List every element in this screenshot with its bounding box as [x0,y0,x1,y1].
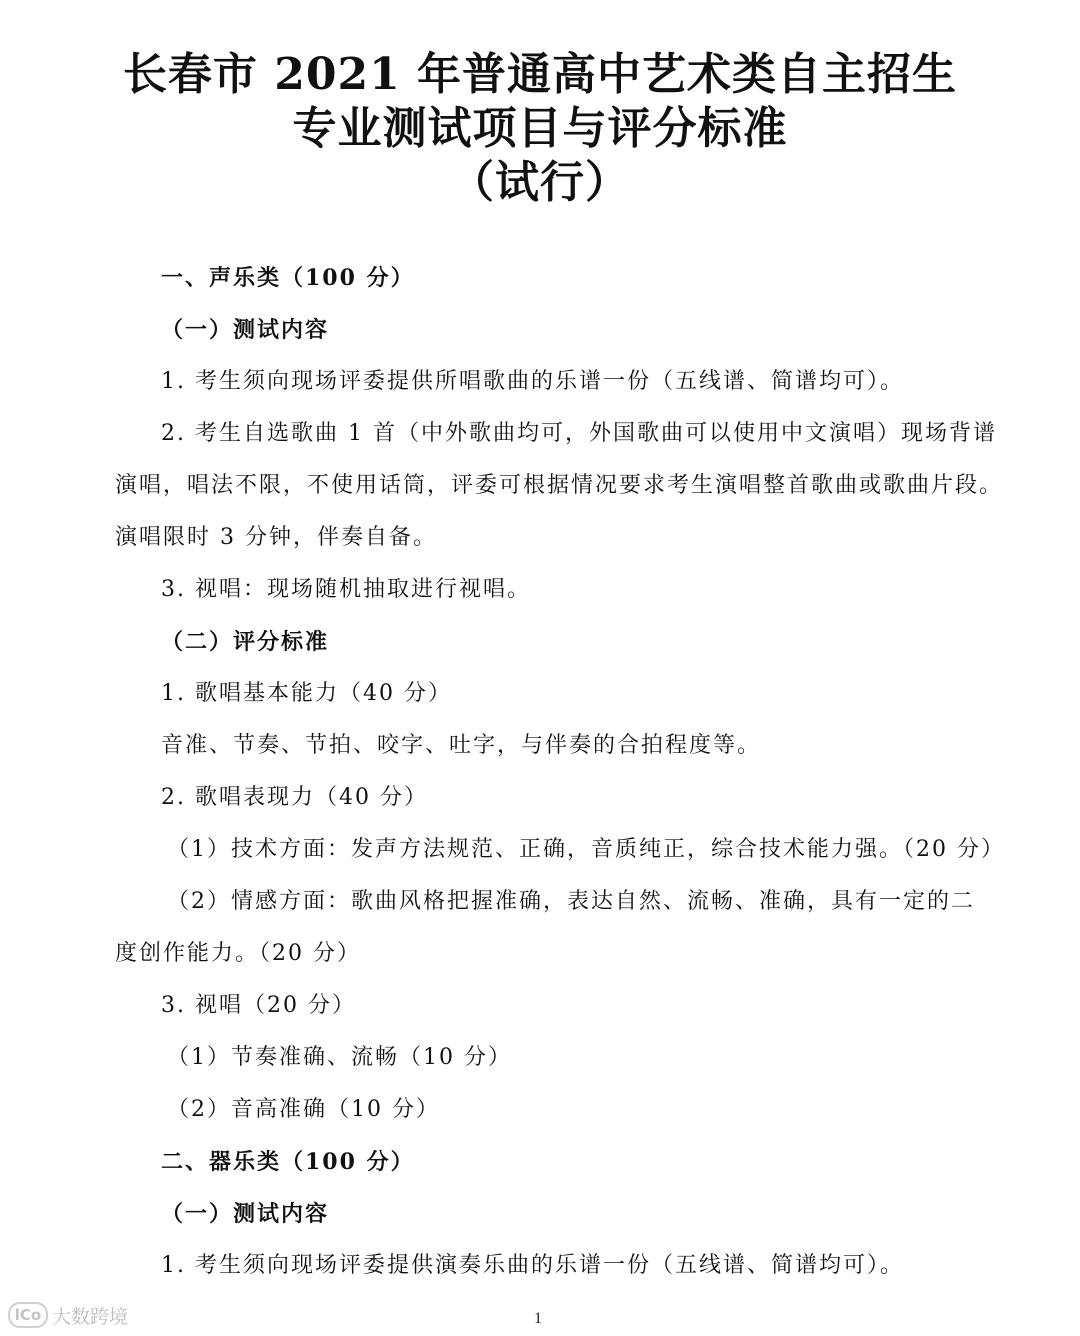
subsection-heading: （一）测试内容 [161,317,330,343]
paragraph-line: 1. 歌唱基本能力（40 分） [161,681,452,706]
subsection-heading: （二）评分标准 [161,629,330,655]
paragraph-line: （2）情感方面：歌曲风格把握准确，表达自然、流畅、准确，具有一定的二 [167,889,975,914]
paragraph-line: （1）技术方面：发声方法规范、正确，音质纯正，综合技术能力强。（20 分） [167,837,1005,862]
paragraph-line: 2. 歌唱表现力（40 分） [161,785,428,810]
document-title [0,48,1080,210]
title-line-2: 专业测试项目与评分标准 [292,103,788,154]
paragraph-line: 3. 视唱（20 分） [161,993,356,1018]
paragraph-line: 3. 视唱：现场随机抽取进行视唱。 [161,577,531,602]
paragraph-line: （2）音高准确（10 分） [167,1097,440,1122]
paragraph-line: 1. 考生须向现场评委提供演奏乐曲的乐谱一份（五线谱、简谱均可）。 [161,1253,904,1278]
paragraph-line: （1）节奏准确、流畅（10 分） [167,1045,512,1070]
subsection-heading: （一）测试内容 [161,1201,330,1227]
paragraph-line: 音准、节奏、节拍、咬字、吐字，与伴奏的合拍程度等。 [161,733,762,758]
page-number: 1 [534,1310,542,1327]
document-body [115,252,1005,1292]
paragraph-line: 演唱，唱法不限，不使用话筒，评委可根据情况要求考生演唱整首歌曲或歌曲片段。 [115,473,1004,498]
watermark-logo-icon: lCo [8,1302,48,1328]
section-heading: 一、声乐类（100 分） [161,265,415,291]
watermark-text: 大数跨境 [52,1305,129,1328]
paragraph-line: 1. 考生须向现场评委提供所唱歌曲的乐谱一份（五线谱、简谱均可）。 [161,369,904,394]
paragraph-line: 2. 考生自选歌曲 1 首（中外歌曲均可，外国歌曲可以使用中文演唱）现场背谱 [161,421,997,446]
title-line-1: 长春市 2021 年普通高中艺术类自主招生 [122,49,958,100]
paragraph-line: 度创作能力。（20 分） [115,941,361,966]
section-heading: 二、器乐类（100 分） [161,1149,415,1175]
title-line-3: （试行） [450,157,630,208]
paragraph-line: 演唱限时 3 分钟，伴奏自备。 [115,525,437,550]
watermark [8,1302,128,1328]
